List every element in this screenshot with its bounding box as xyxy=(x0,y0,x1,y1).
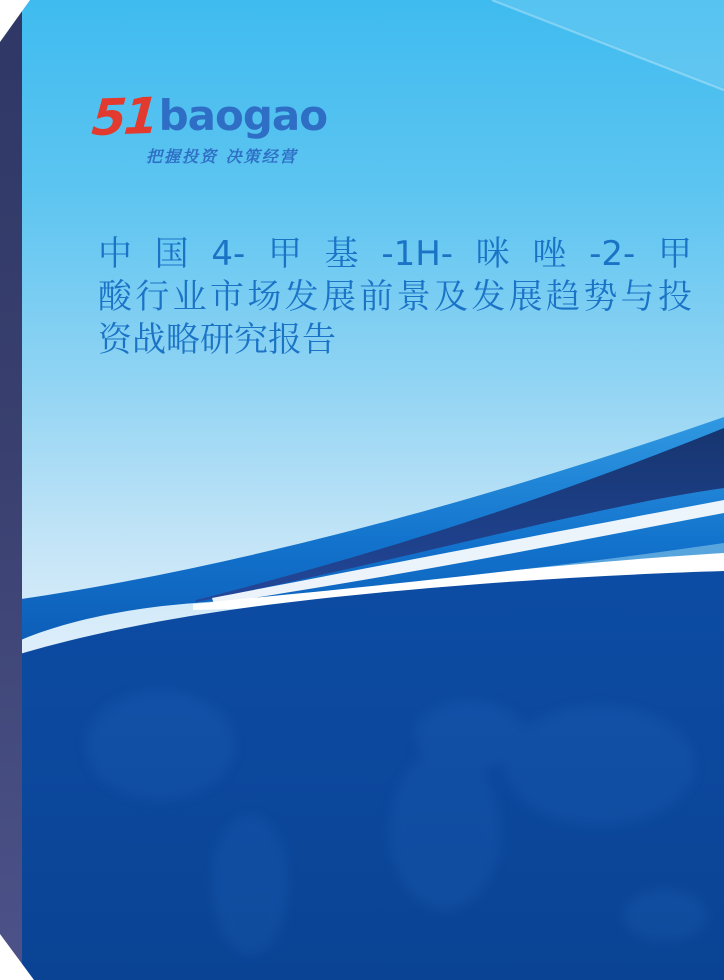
report-title-line3: 资战略研究报告 xyxy=(98,320,336,360)
report-title xyxy=(98,233,692,362)
report-title-line2: 酸行业市场发展前景及发展趋势与投 xyxy=(98,277,692,317)
brand-logo xyxy=(89,86,392,167)
left-spine-bar xyxy=(0,0,22,980)
logo-number: 51 xyxy=(89,86,158,148)
logo-wordmark: baogao xyxy=(158,91,328,140)
logo-tagline: 把握投资 决策经营 xyxy=(146,147,298,166)
report-title-line1: 中国4-甲基-1H-咪唑-2-甲 xyxy=(98,234,692,274)
